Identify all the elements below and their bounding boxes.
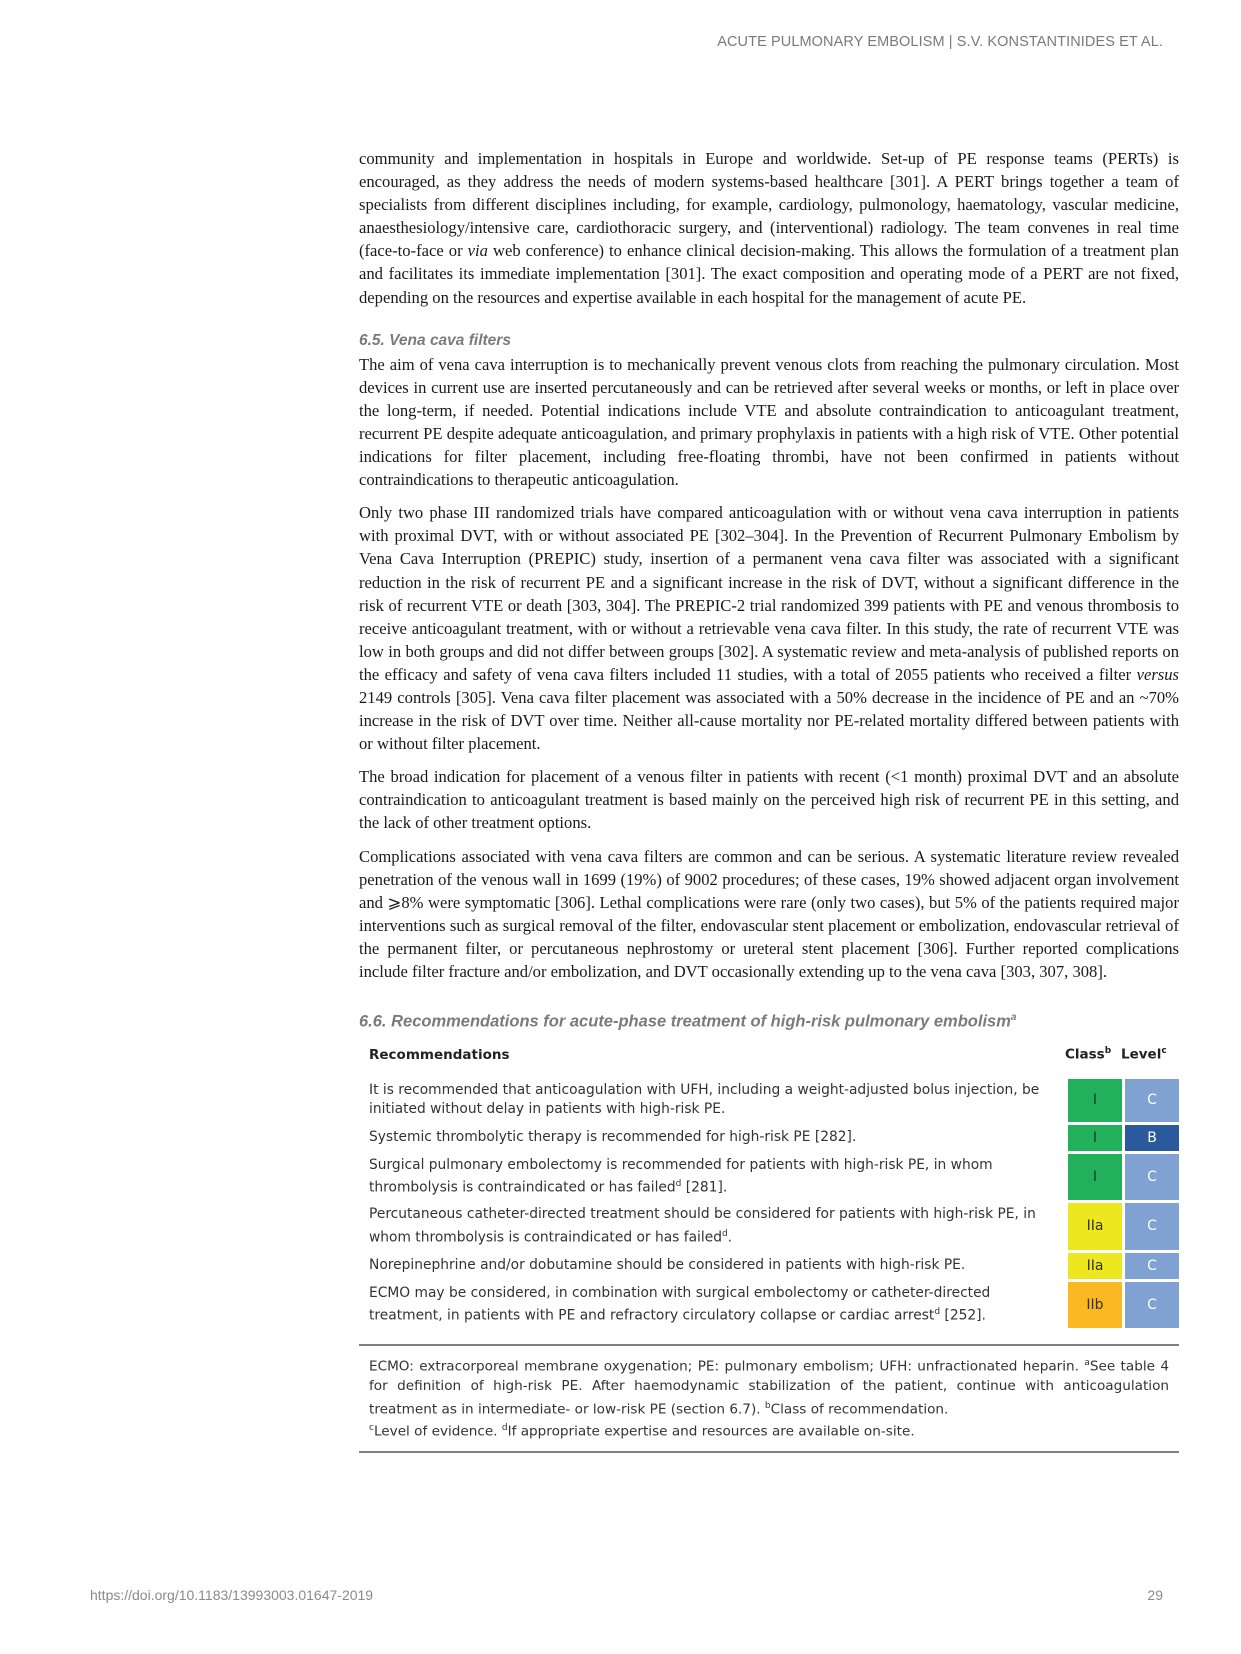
class-badge: I (1068, 1154, 1122, 1201)
table-footnote (359, 1346, 1179, 1451)
section-6-5-paragraph-3: The broad indication for placement of a venous filter in patients with recent (<1 month) proximal DVT and an absolute contraindication to anticoagulant treatment is based mainly on the perceived high risk of recurrent PE in this setting, and the lack of other treatment options. (359, 767, 1179, 833)
footnote-marker: d (934, 1307, 941, 1318)
page-content (359, 147, 1179, 1453)
footnote-marker: d (675, 1179, 682, 1190)
class-badge: I (1068, 1125, 1122, 1151)
footnote-d-marker: d (501, 1423, 508, 1434)
level-badge: C (1125, 1079, 1179, 1122)
class-badge: IIa (1068, 1203, 1122, 1250)
table-row (359, 1253, 1179, 1279)
table-row (359, 1203, 1179, 1250)
footnote-d-text: If appropriate expertise and resources are available on-site. (507, 1423, 915, 1440)
recommendation-text: Percutaneous catheter-directed treatment should be considered for patients with high-risk PE, in whom thrombolysis is contraindicated or has failed$^d$. (369, 1206, 1036, 1246)
section-6-5-paragraph-2: Only two phase III randomized trials have compared anticoagulation with or without vena cava interruption in patients with proximal DVT, with or without associated PE [302–304]. In the Prevention of Recurrent Pulmonary Embolism by Vena Cava Interruption (PREPIC) study, insertion of a permanent vena cava filter was associated with a significant reduction in the risk of recurrent PE and a significant increase in the risk of DVT, without a significant difference in the risk of recurrent VTE or death [303, 304]. The PREPIC-2 trial randomized 399 patients with PE and venous thrombosis to receive anticoagulant treatment, with or without a retrievable vena cava filter. In this study, the rate of recurrent VTE was low in both groups and did not differ between groups [302]. A systematic review and meta-analysis of published reports on the efficacy and safety of vena cava filters included 11 studies, with a total of 2055 patients who received a filter versus 2149 controls [305]. Vena cava filter placement was associated with a 50% decrease in the incidence of PE and an ~70% increase in the risk of DVT over time. Neither all-cause mortality nor PE-related mortality differed between patients with or without filter placement. (359, 503, 1179, 754)
heading-footnote-marker: a (1010, 1012, 1017, 1024)
footnote-abbreviations: ECMO: extracorporeal membrane oxygenation; PE: pulmonary embolism; UFH: unfractionated heparin. (369, 1358, 1085, 1375)
class-badge: IIb (1068, 1282, 1122, 1329)
footnote-bottom-rule (359, 1451, 1179, 1453)
header-level (1121, 1046, 1169, 1063)
recommendation-text: Norepinephrine and/or dobutamine should be considered in patients with high-risk PE. (369, 1257, 966, 1274)
table-row (359, 1154, 1179, 1201)
footnote-a-marker: a (1084, 1358, 1090, 1369)
table-body (359, 1079, 1179, 1329)
footnote-marker: d (721, 1228, 728, 1239)
level-badge: C (1125, 1154, 1179, 1201)
table-row (359, 1079, 1179, 1122)
footnote-c-marker: c (369, 1423, 374, 1434)
level-badge: B (1125, 1125, 1179, 1151)
section-6-5-heading: 6.5. Vena cava filters (359, 331, 511, 349)
table-row (359, 1282, 1179, 1329)
doi-link[interactable]: https://doi.org/10.1183/13993003.01647-2019 (90, 1587, 374, 1603)
class-badge: I (1068, 1079, 1122, 1122)
running-head: ACUTE PULMONARY EMBOLISM | S.V. KONSTANTINIDES ET AL. (717, 34, 1163, 50)
recommendation-text: Surgical pulmonary embolectomy is recommended for patients with high-risk PE, in whom thrombolysis is contraindicated or has failed$^d$ [281]. (369, 1156, 993, 1196)
recommendation-text: ECMO may be considered, in combination with surgical embolectomy or catheter-directed treatment, in patients with PE and refractory circulatory collapse or cardiac arrest$^d$ [252]. (369, 1284, 991, 1324)
footnote-b-text: Class of recommendation. (770, 1401, 949, 1418)
section-6-6-heading (359, 1007, 1179, 1033)
level-badge: C (1125, 1253, 1179, 1279)
header-recommendations: Recommendations (369, 1046, 510, 1063)
header-class-label: Class (1065, 1046, 1105, 1063)
italic-term: via (467, 241, 488, 261)
intro-paragraph: community and implementation in hospitals in Europe and worldwide. Set-up of PE response teams (PERTs) is encouraged, as they address the needs of modern systems-based healthcare [301]. A PERT brings together a team of specialists from different disciplines including, for example, cardiology, pulmonology, haematology, vascular medicine, anaesthesiology/intensive care, cardiothoracic surgery, and (interventional) radiology. The team convenes in real time (face-to-face or via web conference) to enhance clinical decision-making. This allows the formulation of a treatment plan and facilitates its immediate implementation [301]. The exact composition and operating mode of a PERT are not fixed, depending on the resources and expertise available in each hospital for the management of acute PE. (359, 149, 1179, 307)
header-level-sup: c (1161, 1046, 1167, 1057)
italic-term: versus (1136, 664, 1179, 684)
level-badge: C (1125, 1282, 1179, 1329)
section-6-5-paragraph-4: Complications associated with vena cava filters are common and can be serious. A systematic literature review revealed penetration of the venous wall in 1699 (19%) of 9002 procedures; of these cases, 19% showed adjacent organ involvement and ⩾8% were symptomatic [306]. Lethal complications were rare (only two cases), but 5% of the patients required major interventions such as surgical removal of the filter, endovascular stent placement or embolization, endovascular retrieval of the permanent filter, or percutaneous nephrostomy or ureteral stent placement [306]. Further reported complications include filter fracture and/or embolization, and DVT occasionally extending up to the vena cava [303, 307, 308]. (359, 846, 1179, 981)
page-number: 29 (1147, 1587, 1163, 1603)
header-class (1065, 1046, 1121, 1063)
footnote-a-text: See table 4 for definition of high-risk PE. After haemodynamic stabilization of the patient, continue with anticoagulation treatment as in intermediate- or low-risk PE (section 6.7). (369, 1358, 1169, 1418)
recommendation-text: It is recommended that anticoagulation with UFH, including a weight-adjusted bolus injection, be initiated without delay in patients with high-risk PE. (369, 1081, 1040, 1118)
header-level-label: Level (1121, 1046, 1162, 1063)
class-badge: IIa (1068, 1253, 1122, 1279)
recommendations-table (359, 1041, 1179, 1329)
footnote-c-text: Level of evidence. (373, 1423, 502, 1440)
level-badge: C (1125, 1203, 1179, 1250)
section-6-6-heading-text: 6.6. Recommendations for acute-phase treatment of high-risk pulmonary embolism (359, 1012, 1011, 1031)
section-6-5-paragraph-1: The aim of vena cava interruption is to mechanically prevent venous clots from reaching the pulmonary circulation. Most devices in current use are inserted percutaneously and can be retrieved after several weeks or months, or left in place over the long-term, if needed. Potential indications include VTE and absolute contraindication to anticoagulant treatment, recurrent PE despite adequate anticoagulation, and primary prophylaxis in patients with a high risk of VTE. Other potential indications for filter placement, including free-floating thrombi, have not been confirmed in patients without contraindications to therapeutic anticoagulation. (359, 354, 1179, 490)
header-class-sup: b (1104, 1046, 1112, 1057)
table-row (359, 1125, 1179, 1151)
recommendation-text: Systemic thrombolytic therapy is recommended for high-risk PE [282]. (369, 1128, 857, 1145)
table-header (359, 1041, 1179, 1069)
footnote-b-marker: b (764, 1400, 771, 1411)
